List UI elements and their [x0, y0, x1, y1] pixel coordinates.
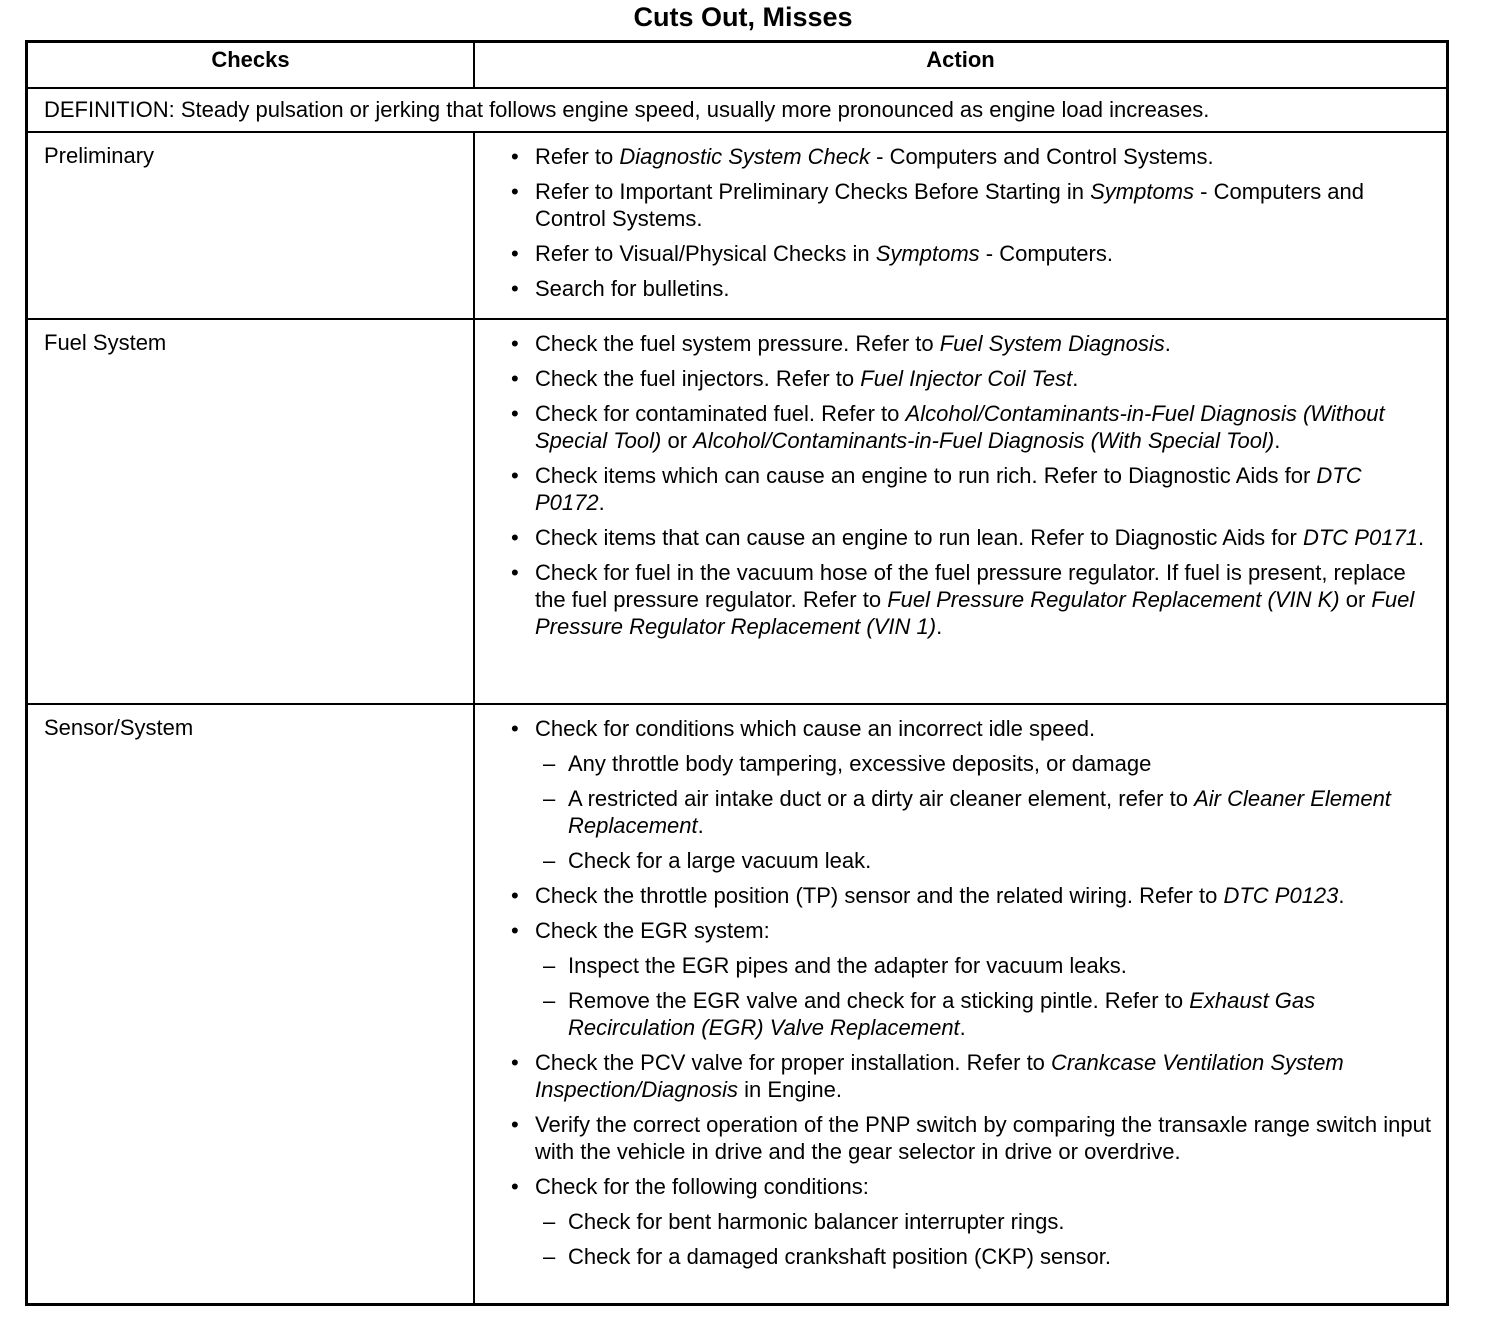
list-item	[505, 917, 1436, 944]
definition-text: DEFINITION: Steady pulsation or jerking that follows engine speed, usually more pronounced as engine load increases.	[27, 88, 1448, 132]
check-category: Preliminary	[27, 132, 475, 319]
reference-link-text: Fuel Injector Coil Test	[860, 366, 1073, 391]
item-text: Check the throttle position (TP) sensor and the related wiring. Refer to	[535, 883, 1224, 908]
reference-link-text: Symptoms	[875, 241, 980, 266]
item-text: Check for a damaged crankshaft position (CKP) sensor.	[568, 1244, 1111, 1269]
list-item	[505, 462, 1436, 516]
item-text: .	[1417, 525, 1425, 550]
reference-link-text: Alcohol/Contaminants-in-Fuel Diagnosis (Without Special Tool)	[535, 401, 1385, 453]
bullet-icon: •	[511, 331, 519, 356]
reference-link-text: Symptoms	[1090, 179, 1195, 204]
reference-link-text: DTC P0172	[535, 463, 1362, 515]
sub-list-item	[505, 1208, 1436, 1235]
list-item	[505, 178, 1436, 232]
reference-link-text: Air Cleaner Element Replacement	[568, 786, 1391, 838]
item-text: Check for the following conditions:	[535, 1174, 869, 1199]
dash-icon: –	[543, 786, 556, 811]
table-row	[27, 704, 1448, 1304]
item-text: Check for fuel in the vacuum hose of the fuel pressure regulator. If fuel is present, replace the fuel pressure regulator. Refer to	[535, 560, 1406, 612]
bullet-icon: •	[511, 144, 519, 169]
reference-link-text: Fuel Pressure Regulator Replacement (VIN K)	[887, 587, 1340, 612]
diagnostic-table	[25, 40, 1449, 1306]
sub-list-item	[505, 952, 1436, 979]
list-item	[505, 715, 1436, 742]
definition-row	[27, 88, 1448, 132]
item-text: .	[1274, 428, 1281, 453]
bullet-icon: •	[511, 1050, 519, 1075]
table-row	[27, 132, 1448, 319]
item-text: .	[1164, 331, 1171, 356]
bullet-icon: •	[511, 1174, 519, 1199]
bullet-icon: •	[511, 276, 519, 301]
check-category: Fuel System	[27, 319, 475, 704]
item-text: Check items which can cause an engine to run rich. Refer to Diagnostic Aids for	[535, 463, 1317, 488]
sub-list-item	[505, 1243, 1436, 1270]
action-cell	[474, 319, 1448, 704]
checks-header: Checks	[27, 42, 475, 89]
bullet-icon: •	[511, 366, 519, 391]
sub-list-item	[505, 785, 1436, 839]
bullet-icon: •	[511, 716, 519, 741]
bullet-icon: •	[511, 918, 519, 943]
table-row	[27, 319, 1448, 704]
list-item	[505, 330, 1436, 357]
sub-list-item	[505, 987, 1436, 1041]
item-text: Refer to	[535, 144, 620, 169]
reference-link-text: Crankcase Ventilation System Inspection/Diagnosis	[535, 1050, 1344, 1102]
dash-icon: –	[543, 1244, 556, 1269]
item-text: - Computers and Control Systems.	[870, 144, 1214, 169]
item-text: Remove the EGR valve and check for a sticking pintle. Refer to	[568, 988, 1190, 1013]
item-text: Inspect the EGR pipes and the adapter for vacuum leaks.	[568, 953, 1127, 978]
item-text: Refer to Important Preliminary Checks Before Starting in	[535, 179, 1091, 204]
item-text: Check for contaminated fuel. Refer to	[535, 401, 906, 426]
dash-icon: –	[543, 1209, 556, 1234]
item-text: Any throttle body tampering, excessive deposits, or damage	[568, 751, 1152, 776]
sub-list-item	[505, 847, 1436, 874]
item-text: Check the fuel system pressure. Refer to	[535, 331, 940, 356]
check-category: Sensor/System	[27, 704, 475, 1304]
item-text: - Computers.	[979, 241, 1113, 266]
item-text: .	[936, 614, 943, 639]
item-text: .	[1338, 883, 1345, 908]
item-text: or	[661, 428, 694, 453]
action-cell	[474, 704, 1448, 1304]
item-text: .	[959, 1015, 966, 1040]
item-text: Check items that can cause an engine to run lean. Refer to Diagnostic Aids for	[535, 525, 1303, 550]
bullet-icon: •	[511, 463, 519, 488]
item-text: .	[697, 813, 704, 838]
list-item	[505, 365, 1436, 392]
action-header: Action	[474, 42, 1448, 89]
bullet-icon: •	[511, 525, 519, 550]
list-item	[505, 882, 1436, 909]
action-cell	[474, 132, 1448, 319]
reference-link-text: Fuel Pressure Regulator Replacement (VIN 1)	[535, 587, 1415, 639]
bullet-icon: •	[511, 241, 519, 266]
sub-list-item	[505, 750, 1436, 777]
item-text: A restricted air intake duct or a dirty air cleaner element, refer to	[568, 786, 1195, 811]
bullet-icon: •	[511, 401, 519, 426]
dash-icon: –	[543, 988, 556, 1013]
item-text: Check for a large vacuum leak.	[568, 848, 872, 873]
list-item	[505, 400, 1436, 454]
item-text: Check the fuel injectors. Refer to	[535, 366, 861, 391]
header-row	[27, 42, 1448, 89]
bullet-icon: •	[511, 179, 519, 204]
list-item	[505, 240, 1436, 267]
bullet-icon: •	[511, 883, 519, 908]
item-text: Verify the correct operation of the PNP switch by comparing the transaxle range switch input with the vehicle in drive and the gear selector in drive or overdrive.	[535, 1112, 1431, 1164]
reference-link-text: DTC P0123	[1223, 883, 1339, 908]
list-item	[505, 143, 1436, 170]
reference-link-text: DTC P0171	[1302, 525, 1418, 550]
item-text: Check for conditions which cause an incorrect idle speed.	[535, 716, 1096, 741]
item-text: Check the EGR system:	[535, 918, 770, 943]
list-item	[505, 275, 1436, 302]
list-item	[505, 559, 1436, 640]
dash-icon: –	[543, 848, 556, 873]
item-text: in Engine.	[738, 1077, 842, 1102]
item-text: .	[1072, 366, 1079, 391]
item-text: .	[598, 490, 605, 515]
item-text: or	[1339, 587, 1372, 612]
reference-link-text: Exhaust Gas Recirculation (EGR) Valve Replacement	[568, 988, 1316, 1040]
page-title: Cuts Out, Misses	[633, 2, 853, 32]
list-item	[505, 1049, 1436, 1103]
dash-icon: –	[543, 953, 556, 978]
item-text: Refer to Visual/Physical Checks in	[535, 241, 876, 266]
list-item	[505, 1111, 1436, 1165]
reference-link-text: Diagnostic System Check	[619, 144, 871, 169]
reference-link-text: Fuel System Diagnosis	[939, 331, 1165, 356]
item-text: - Computers and Control Systems.	[535, 179, 1365, 231]
bullet-icon: •	[511, 1112, 519, 1137]
list-item	[505, 524, 1436, 551]
bullet-icon: •	[511, 560, 519, 585]
item-text: Search for bulletins.	[535, 276, 730, 301]
item-text: Check for bent harmonic balancer interrupter rings.	[568, 1209, 1065, 1234]
list-item	[505, 1173, 1436, 1200]
dash-icon: –	[543, 751, 556, 776]
reference-link-text: Alcohol/Contaminants-in-Fuel Diagnosis (With Special Tool)	[693, 428, 1275, 453]
item-text: Check the PCV valve for proper installation. Refer to	[535, 1050, 1052, 1075]
